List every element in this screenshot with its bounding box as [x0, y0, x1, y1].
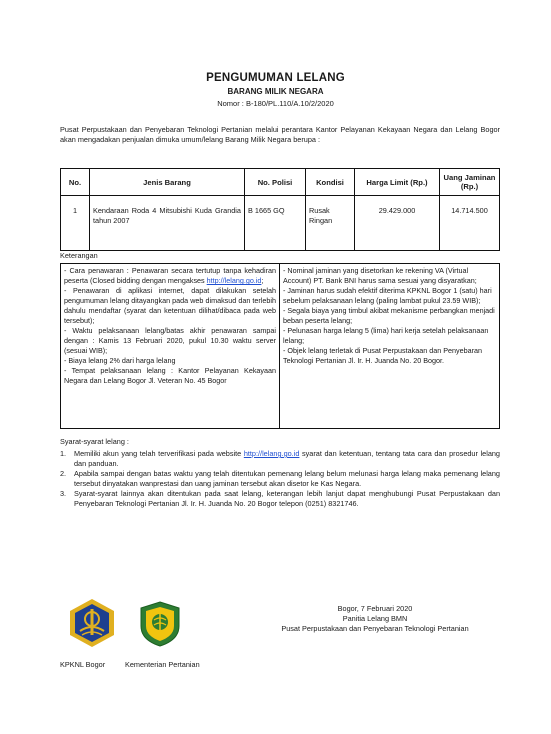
- intro-paragraph: Pusat Perpustakaan dan Penyebaran Teknologi Pertanian melalui perantara Kantor Pelayanan Kekayaan Negara dan Lelang Bogor akan mengadakan penjualan dimuka umum/lelang Barang Milik Negara berupa :: [60, 125, 500, 144]
- col-jaminan-header: Uang Jaminan (Rp.): [440, 169, 500, 196]
- table-header-row: [61, 169, 500, 196]
- kementan-caption: Kementerian Pertanian: [125, 660, 200, 669]
- col-kondisi-header: Kondisi: [306, 169, 355, 196]
- col-jenis-header: Jenis Barang: [90, 169, 245, 196]
- signoff-organization: Pusat Perpustakaan dan Penyebaran Teknologi Pertanian: [281, 624, 469, 633]
- page-subtitle: BARANG MILIK NEGARA: [227, 87, 324, 96]
- item-text: Apabila sampai dengan batas waktu yang telah ditentukan pemenang lelang belum melunasi harga lelang maka pemenang lelang tersebut dinyatakan wanprestasi dan uang jaminan tersebut akan disetor ke Kas Negara.: [74, 469, 500, 488]
- col-polisi-header: No. Polisi: [245, 169, 306, 196]
- cell-kondisi: Rusak Ringan: [306, 196, 355, 251]
- list-item: - Tempat pelaksanaan lelang : Kantor Pelayanan Kekayaan Negara dan Lelang Bogor Jl. Veteran No. 45 Bogor: [64, 366, 276, 385]
- kpknl-logo-icon: [66, 597, 118, 649]
- list-item: - Jaminan harus sudah efektif diterima KPKNL Bogor 1 (satu) hari sebelum pelaksanaan lelang (paling lambat pukul 23.59 WIB);: [283, 286, 492, 305]
- kementan-logo-icon: [137, 600, 183, 648]
- document-number: Nomor : B-180/PL.110/A.10/2/2020: [217, 99, 334, 108]
- list-item: [60, 469, 500, 489]
- item-text: [74, 449, 500, 469]
- kpknl-caption: KPKNL Bogor: [60, 660, 106, 669]
- table-row: [61, 196, 500, 251]
- keterangan-right-column: [280, 264, 499, 428]
- keterangan-text: ;: [261, 276, 264, 285]
- page-title: PENGUMUMAN LELANG: [206, 72, 345, 84]
- lelang-link[interactable]: http://lelang.go.id: [243, 449, 300, 458]
- item-text: Syarat-syarat lainnya akan ditentukan pada saat lelang, keterangan lebih lanjut dapat menghubungi Pusat Perpustakaan dan Penyebaran Teknologi Pertanian Jl. Ir. H. Juanda No. 20 Bogor telepon (0251) 8321746.: [74, 489, 500, 508]
- list-item: [60, 489, 500, 509]
- keterangan-label: Keterangan: [60, 251, 98, 260]
- keterangan-box: [60, 263, 500, 429]
- signoff-block: [250, 604, 500, 634]
- keterangan-left-column: [61, 264, 280, 428]
- cell-jenis: Kendaraan Roda 4 Mitsubishi Kuda Grandia tahun 2007: [90, 196, 245, 251]
- cell-harga: 29.429.000: [355, 196, 440, 251]
- cell-no: 1: [61, 196, 90, 251]
- syarat-list: [60, 449, 500, 509]
- list-item: - Nominal jaminan yang disetorkan ke rekening VA (Virtual Account) PT. Bank BNI harus sama sesuai yang disyaratkan;: [283, 266, 477, 285]
- list-item: - Pelunasan harga lelang 5 (lima) hari kerja setelah pelaksanaan lelang;: [283, 326, 489, 345]
- list-item: - Objek lelang terletak di Pusat Perpustakaan dan Penyebaran Teknologi Pertanian Jl. Ir. H. Juanda No. 20 Bogor.: [283, 346, 482, 365]
- list-item: - Biaya lelang 2% dari harga lelang: [64, 356, 176, 365]
- signoff-date: Bogor, 7 Februari 2020: [337, 604, 413, 613]
- auction-items-table: [60, 168, 500, 251]
- cell-jaminan: 14.714.500: [440, 196, 500, 251]
- signoff-committee: Panitia Lelang BMN: [342, 614, 408, 623]
- item-text-post: syarat dan ketentuan, tentang tata cara dan prosedur lelang dan panduan.: [74, 449, 500, 468]
- col-harga-header: Harga Limit (Rp.): [355, 169, 440, 196]
- list-item: [60, 449, 500, 469]
- item-number: 1.: [60, 449, 67, 458]
- keterangan-text: - Cara penawaran : Penawaran secara tertutup tanpa kehadiran peserta (Closed bidding dengan mengakses: [64, 266, 276, 285]
- item-text-pre: Memiliki akun yang telah terverifikasi pada website: [74, 449, 242, 458]
- item-number: 2.: [60, 469, 67, 478]
- item-number: 3.: [60, 489, 67, 498]
- list-item: - Segala biaya yang timbul akibat mekanisme perbangkan menjadi beban peserta lelang;: [283, 306, 495, 325]
- syarat-label: Syarat-syarat lelang :: [60, 437, 129, 446]
- list-item: [64, 266, 276, 286]
- list-item: - Waktu pelaksanaan lelang/batas akhir penawaran sampai dengan : Kamis 13 Februari 2020, pukul 10.30 waktu server (sesuai WIB);: [64, 326, 276, 355]
- cell-polisi: B 1665 GQ: [245, 196, 306, 251]
- list-item: - Penawaran di aplikasi internet, dapat dilakukan setelah pengumuman lelang ditayangkan pada web dimaksud dan terlebih dahulu mendaftar (syarat dan ketentuan dilihat/dibaca pada web tersebut);: [64, 286, 276, 325]
- lelang-link[interactable]: http://lelang.go.id: [206, 276, 262, 285]
- col-no-header: No.: [61, 169, 90, 196]
